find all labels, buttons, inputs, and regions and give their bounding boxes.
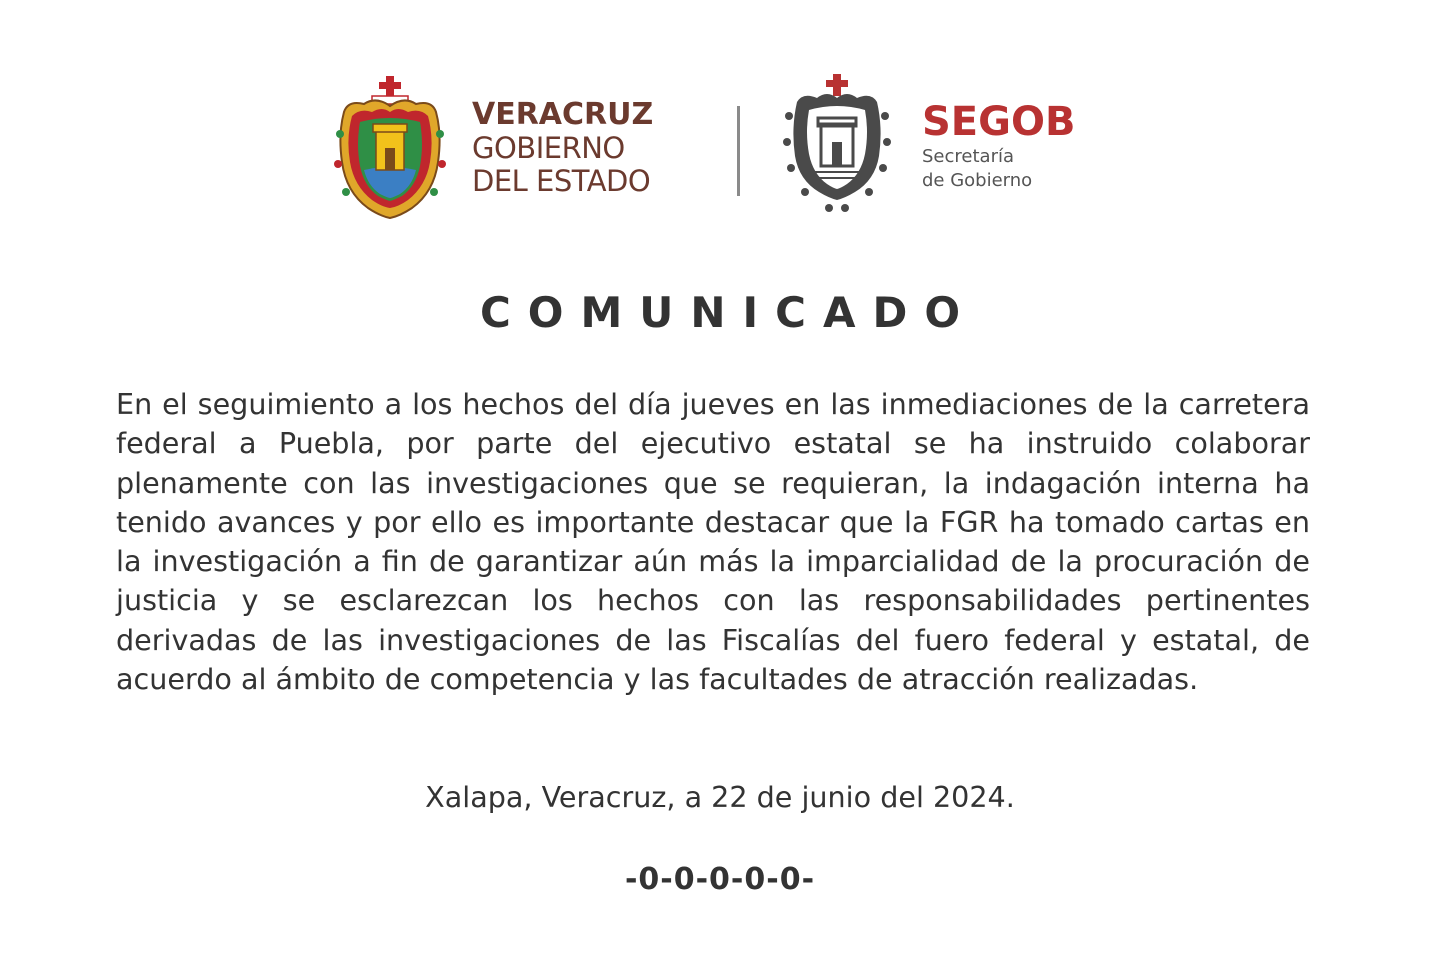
- veracruz-wordmark-line3: DEL ESTADO: [472, 164, 651, 198]
- document-body: En el seguimiento a los hechos del día jueves en las inmediaciones de la carretera federal a Puebla, por parte del ejecutivo estatal se ha instruido colaborar plenamente con las investigaciones que se requieran, la indagación interna ha tenido avances y por ello es importante destacar que la FGR ha tomado cartas en la investigación a fin de garantizar aún más la imparcialidad de la procuración de justicia y se esclarezcan los hechos con las responsabilidades pertinentes derivadas de las investigaciones de las Fiscalías del fuero federal y estatal, de acuerdo al ámbito de competencia y las facultades de atracción realizadas.: [116, 387, 1310, 697]
- segob-seal-icon: [783, 72, 891, 212]
- letterhead: [0, 72, 1440, 222]
- letterhead-divider: [737, 106, 740, 196]
- veracruz-wordmark-line2: GOBIERNO: [472, 131, 625, 165]
- veracruz-wordmark: [472, 97, 654, 200]
- segob-wordmark-title: SEGOB: [922, 99, 1076, 145]
- document-dateline: Xalapa, Veracruz, a 22 de junio del 2024.: [425, 780, 1015, 814]
- veracruz-coat-of-arms-icon: [330, 74, 450, 220]
- document-closing-mark: -0-0-0-0-0-: [624, 862, 816, 897]
- document-title: COMUNICADO: [479, 288, 978, 337]
- segob-wordmark-subtitle-line1: Secretaría: [922, 146, 1014, 167]
- segob-wordmark: [922, 99, 1076, 196]
- segob-wordmark-subtitle-line2: de Gobierno: [922, 170, 1033, 191]
- veracruz-wordmark-line1: VERACRUZ: [472, 97, 654, 132]
